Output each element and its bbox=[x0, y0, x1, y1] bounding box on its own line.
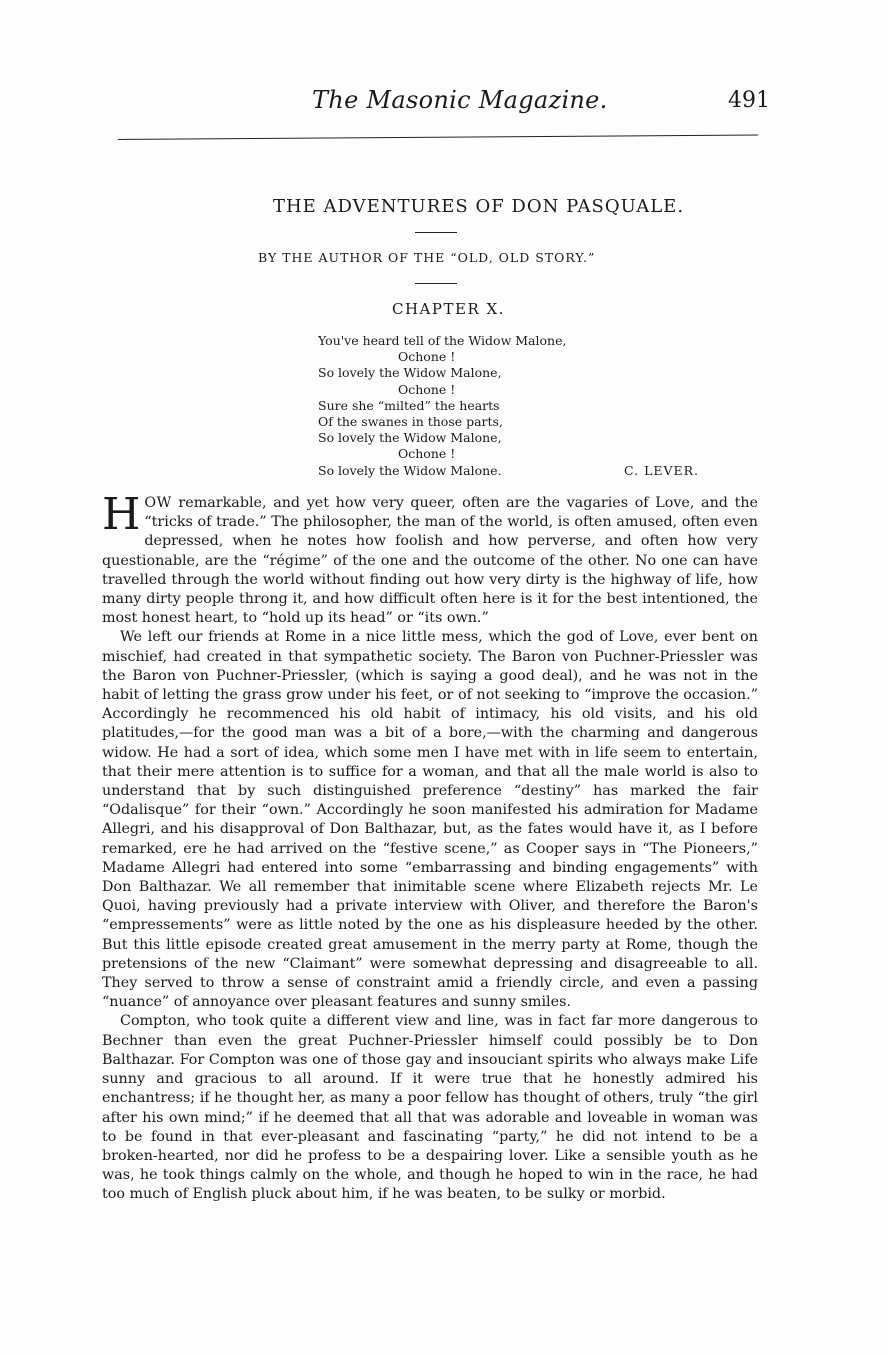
epigraph-line: So lovely the Widow Malone. bbox=[318, 462, 502, 478]
title-divider bbox=[415, 232, 457, 233]
epigraph-line: So lovely the Widow Malone, bbox=[318, 430, 502, 446]
article-title: THE ADVENTURES OF DON PASQUALE. bbox=[272, 196, 685, 217]
drop-cap: H bbox=[102, 489, 141, 540]
running-title: The Masonic Magazine. bbox=[312, 86, 608, 114]
paragraph: We left our friends at Rome in a nice little mess, which the god of Love, ever bent on mischief, had created in that sympathetic society. The Baron von Puchner-Priessler was the Baron von Puchner-Priessler, (which is saying a good deal), and he was not in the habit of letting the grass grow under his feet, or of not seeking to “improve the occasion.” Accordingly he recommenced his old habit of intimacy, his old visits, and his old platitudes,—for the good man was a bit of a bore,—with the charming and dangerous widow. He had a sort of idea, which some men I have met with in life seem to entertain, that their mere attention is to suffice for a woman, and that all the male world is also to understand that by such distinguished preference “destiny” has marked the fair “Odalisque” for their “own.” Accordingly he soon manifested his admiration for Madame Allegri, and his disapproval of Don Balthazar, but, as the fates would have it, as I before remarked, ere he had arrived on the “festive scene,” as Cooper says in “The Pioneers,” Madame Allegri had entered into some “embarrassing and binding engagements” with Don Balthazar. We all remember that inimitable scene where Elizabeth rejects Mr. Le Quoi, having previously had a private interview with Oliver, and therefore the Baron's “empressements” were as little noted by the one as his displeasure heeded by the other. But this little episode created great amusement in the merry party at Rome, though the pretensions of the new “Claimant” were somewhat depressing and disagreeable to all. They served to throw a sense of constraint amid a friendly circle, and even a passing “nuance” of annoyance over pleasant features and sunny smiles. bbox=[102, 629, 758, 1011]
epigraph-line: Sure she “milted” the hearts bbox=[318, 397, 500, 413]
epigraph bbox=[318, 333, 718, 479]
epigraph-line: Of the swanes in those parts, bbox=[318, 413, 503, 429]
epigraph-attribution: C. LEVER. bbox=[624, 463, 700, 478]
article-byline: BY THE AUTHOR OF THE “OLD, OLD STORY.” bbox=[258, 250, 596, 265]
chapter-heading: CHAPTER X. bbox=[392, 300, 505, 318]
article-body bbox=[102, 489, 758, 1205]
byline-divider bbox=[415, 283, 457, 284]
header-rule bbox=[118, 135, 758, 140]
paragraph bbox=[102, 489, 758, 628]
paragraph-text: remarkable, and yet how very queer, often are the vagaries of Love, and the “tricks of trade.” The philosopher, the man of the world, is often amused, often even depressed, when he notes how foolish and how perverse, and often how very questionable, are the “régime” of the one and the outcome of the other. No one can have travelled through the world without finding out how very dirty is the highway of life, how many dirty people throng it, and how difficult often here is it for the best intentioned, the most honest heart, to “hold up its head” or “its own.” bbox=[102, 495, 758, 627]
epigraph-line: You've heard tell of the Widow Malone, bbox=[318, 333, 567, 348]
paragraph: Compton, who took quite a different view and line, was in fact far more dangerous to Bechner than even the great Puchner-Priessler himself could possibly be to Don Balthazar. For Compton was one of those gay and insouciant spirits who always make Life sunny and gracious to all around. If it were true that he honestly admired his enchantress; if he thought her, as many a poor fellow has thought of others, truly “the girl after his own mind;” if he deemed that all that was adorable and loveable in woman was to be found in that ever-pleasant and fascinating “party,” he did not intend to be a broken-hearted, nor did he profess to be a despairing lover. Like a sensible youth as he was, he took things calmly on the whole, and though he hoped to win in the race, he had too much of English pluck about him, if he was beaten, to be sulky or morbid. bbox=[102, 1013, 758, 1203]
first-word-rest: OW bbox=[144, 495, 172, 511]
page-number: 491 bbox=[728, 88, 770, 113]
epigraph-line: Ochone ! bbox=[398, 349, 456, 365]
epigraph-line: Ochone ! bbox=[398, 446, 456, 462]
epigraph-line: So lovely the Widow Malone, bbox=[318, 365, 502, 381]
epigraph-line: Ochone ! bbox=[398, 381, 456, 397]
